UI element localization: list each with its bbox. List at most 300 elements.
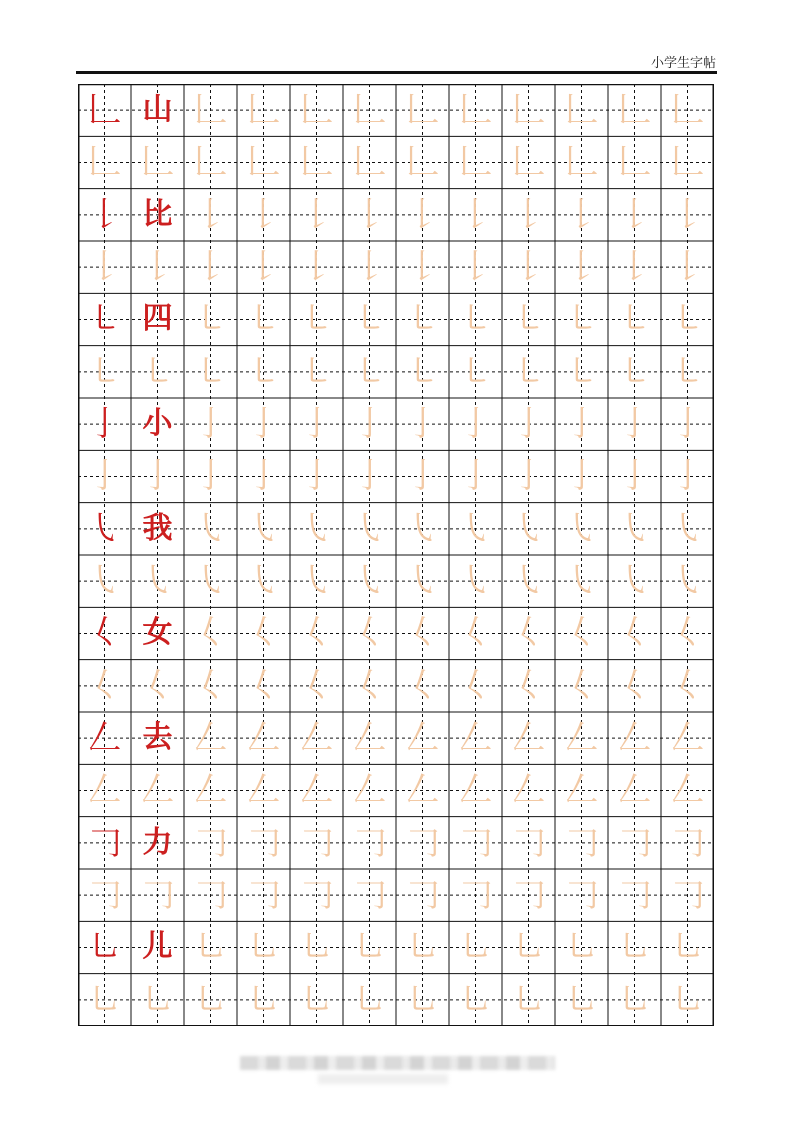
trace-stroke: 𠄌 [87,247,122,288]
trace-cell [184,764,237,816]
trace-cell [343,450,396,502]
page-header-title: 小学生字帖 [650,56,716,71]
trace-stroke: ㇟ [246,927,281,968]
trace-stroke: 𠃌 [193,822,228,863]
trace-stroke: 𠃊 [564,90,599,131]
trace-stroke: ㇂ [564,508,599,549]
trace-stroke: 亅 [670,456,705,497]
trace-stroke: 亅 [617,456,652,497]
example-character-cell [131,921,184,973]
example-character: 女 [142,615,173,651]
trace-cell [396,817,449,869]
trace-stroke: 𠄌 [564,194,599,235]
trace-stroke: 𠄌 [299,194,334,235]
trace-cell [396,555,449,607]
trace-stroke: ㇟ [617,927,652,968]
trace-cell [661,503,714,555]
trace-stroke: 𠃌 [246,875,281,916]
trace-cell [78,241,131,293]
trace-cell [237,817,290,869]
trace-stroke: 𠄌 [352,247,387,288]
trace-cell [555,974,608,1026]
trace-stroke: 𠃋 [511,718,546,759]
trace-cell [131,346,184,398]
example-character-cell [131,189,184,241]
trace-cell [343,293,396,345]
trace-cell [502,555,555,607]
trace-cell [449,503,502,555]
trace-cell [343,817,396,869]
trace-stroke: ㇄ [511,299,546,340]
trace-stroke: ㇂ [246,561,281,602]
trace-cell [343,764,396,816]
trace-stroke: ㇂ [617,561,652,602]
trace-cell [78,136,131,188]
trace-stroke: 𠃌 [87,875,122,916]
trace-stroke: 𠃋 [405,718,440,759]
trace-stroke: 𠃌 [511,822,546,863]
trace-cell [608,241,661,293]
trace-stroke: 𠃌 [352,875,387,916]
example-character: 我 [142,510,173,546]
trace-stroke: 亅 [405,404,440,445]
trace-cell [608,869,661,921]
trace-cell [290,555,343,607]
trace-cell [396,398,449,450]
trace-stroke: ㇄ [511,351,546,392]
trace-cell [608,764,661,816]
trace-cell [502,660,555,712]
trace-cell [396,241,449,293]
trace-stroke: 𠃋 [352,770,387,811]
trace-stroke: ㇟ [246,979,281,1020]
trace-cell [343,555,396,607]
trace-stroke: 𠃌 [564,822,599,863]
trace-stroke: 𠃋 [299,770,334,811]
trace-cell [608,346,661,398]
trace-stroke: 𡿨 [670,665,705,706]
trace-cell [290,84,343,136]
trace-cell [184,555,237,607]
trace-cell [131,974,184,1026]
trace-stroke: 𠃋 [511,770,546,811]
trace-stroke: 𡿨 [458,613,493,654]
trace-cell [502,607,555,659]
trace-stroke: ㇂ [670,561,705,602]
trace-stroke: 亅 [87,456,122,497]
trace-cell [608,555,661,607]
trace-cell [237,712,290,764]
trace-stroke: ㇄ [246,351,281,392]
trace-cell [608,450,661,502]
trace-stroke: 𠃌 [405,822,440,863]
trace-cell [661,189,714,241]
trace-stroke: ㇄ [193,351,228,392]
trace-stroke: ㇂ [193,561,228,602]
trace-cell [184,293,237,345]
trace-stroke: 𠃋 [193,718,228,759]
trace-stroke: ㇟ [458,979,493,1020]
trace-stroke: 𠃋 [299,718,334,759]
trace-cell [396,503,449,555]
trace-stroke: 𠃌 [617,822,652,863]
trace-cell [343,869,396,921]
trace-stroke: ㇂ [458,508,493,549]
trace-cell [555,136,608,188]
trace-stroke: ㇂ [511,561,546,602]
trace-cell [555,764,608,816]
model-stroke-cell [78,607,131,659]
trace-stroke: ㇂ [140,561,175,602]
trace-stroke: ㇟ [299,927,334,968]
trace-cell [237,764,290,816]
trace-stroke: 亅 [193,456,228,497]
trace-cell [343,607,396,659]
trace-cell [343,712,396,764]
trace-cell [502,503,555,555]
trace-cell [396,346,449,398]
trace-cell [661,712,714,764]
trace-cell [555,869,608,921]
trace-stroke: 𠃌 [193,875,228,916]
trace-stroke: ㇄ [617,299,652,340]
trace-stroke: 𠃊 [193,90,228,131]
model-stroke-cell [78,503,131,555]
example-character-cell [131,817,184,869]
trace-cell [502,764,555,816]
trace-cell [449,764,502,816]
model-stroke-cell [78,712,131,764]
trace-stroke: ㇟ [511,979,546,1020]
trace-stroke: 𠃋 [87,770,122,811]
model-stroke: ㇂ [87,508,122,549]
trace-stroke: 𠃊 [617,90,652,131]
trace-cell [290,136,343,188]
trace-stroke: 𠃊 [511,142,546,183]
trace-cell [290,817,343,869]
trace-stroke: 𡿨 [246,613,281,654]
trace-cell [396,607,449,659]
trace-cell [290,764,343,816]
trace-stroke: 𡿨 [246,665,281,706]
model-stroke-cell [78,398,131,450]
trace-stroke: 𠃊 [87,142,122,183]
trace-cell [502,241,555,293]
trace-cell [78,974,131,1026]
trace-cell [184,189,237,241]
model-stroke-cell [78,84,131,136]
trace-cell [237,398,290,450]
example-character-cell [131,712,184,764]
trace-stroke: 亅 [140,456,175,497]
trace-stroke: 𠃊 [458,90,493,131]
trace-cell [608,293,661,345]
trace-cell [555,241,608,293]
trace-cell [661,293,714,345]
trace-cell [184,817,237,869]
trace-cell [661,346,714,398]
trace-stroke: ㇟ [405,927,440,968]
trace-cell [502,84,555,136]
trace-cell [184,869,237,921]
trace-stroke: 𠄌 [617,194,652,235]
trace-cell [131,450,184,502]
trace-stroke: 𠃊 [246,90,281,131]
trace-stroke: ㇂ [352,508,387,549]
trace-stroke: 𠃋 [193,770,228,811]
trace-stroke: ㇂ [617,508,652,549]
trace-stroke: ㇄ [352,351,387,392]
model-stroke-cell [78,921,131,973]
trace-stroke: ㇟ [299,979,334,1020]
trace-cell [396,712,449,764]
trace-cell [396,921,449,973]
trace-stroke: 𡿨 [617,613,652,654]
trace-stroke: 𡿨 [617,665,652,706]
trace-stroke: 𡿨 [670,613,705,654]
trace-cell [343,136,396,188]
trace-stroke: ㇄ [299,351,334,392]
trace-cell [608,503,661,555]
trace-stroke: 𠃌 [458,822,493,863]
trace-stroke: 𡿨 [511,613,546,654]
trace-stroke: 亅 [511,456,546,497]
trace-stroke: ㇂ [511,508,546,549]
trace-cell [290,293,343,345]
trace-stroke: 𠄌 [193,194,228,235]
trace-cell [608,136,661,188]
trace-stroke: 𠃊 [299,90,334,131]
trace-stroke: 𡿨 [564,613,599,654]
trace-cell [290,974,343,1026]
trace-cell [396,660,449,712]
trace-cell [184,346,237,398]
trace-cell [131,136,184,188]
trace-cell [343,84,396,136]
trace-stroke: 𠄌 [564,247,599,288]
trace-stroke: 𠄌 [670,247,705,288]
trace-cell [343,346,396,398]
trace-cell [343,189,396,241]
trace-cell [237,136,290,188]
trace-stroke: 亅 [193,404,228,445]
trace-cell [555,346,608,398]
trace-cell [661,921,714,973]
trace-cell [290,398,343,450]
trace-cell [449,555,502,607]
trace-cell [449,974,502,1026]
model-stroke: 𠃊 [87,90,122,131]
trace-cell [396,450,449,502]
trace-cell [449,921,502,973]
model-stroke: ㇟ [87,927,122,968]
trace-cell [396,974,449,1026]
trace-cell [502,346,555,398]
trace-cell [343,660,396,712]
model-stroke-cell [78,817,131,869]
trace-stroke: 𠄌 [299,247,334,288]
trace-cell [449,398,502,450]
trace-cell [661,398,714,450]
example-character: 小 [142,406,173,442]
trace-stroke: 亅 [511,404,546,445]
trace-stroke: ㇟ [193,927,228,968]
trace-stroke: 𠃋 [352,718,387,759]
model-stroke: 亅 [87,404,122,445]
trace-cell [555,503,608,555]
trace-stroke: 𠄌 [352,194,387,235]
trace-cell [184,84,237,136]
trace-cell [184,136,237,188]
trace-cell [237,241,290,293]
trace-stroke: ㇟ [617,979,652,1020]
trace-stroke: ㇟ [670,979,705,1020]
trace-cell [343,503,396,555]
trace-stroke: ㇟ [511,927,546,968]
trace-stroke: 亅 [458,404,493,445]
trace-cell [78,869,131,921]
trace-stroke: 𠃌 [246,822,281,863]
trace-cell [661,607,714,659]
trace-stroke: 𠃊 [352,90,387,131]
trace-cell [78,764,131,816]
trace-cell [502,450,555,502]
trace-cell [608,660,661,712]
trace-cell [237,503,290,555]
trace-stroke: 亅 [246,404,281,445]
trace-cell [502,189,555,241]
trace-stroke: 𠃌 [352,822,387,863]
trace-cell [555,921,608,973]
trace-cell [555,660,608,712]
trace-cell [449,346,502,398]
trace-cell [184,660,237,712]
trace-stroke: 𠄌 [458,194,493,235]
trace-stroke: 𠃋 [564,718,599,759]
trace-cell [608,974,661,1026]
trace-stroke: 𠃊 [458,142,493,183]
trace-cell [237,974,290,1026]
trace-stroke: 𠄌 [405,194,440,235]
trace-stroke: ㇄ [352,299,387,340]
trace-stroke: ㇄ [193,299,228,340]
trace-cell [78,346,131,398]
trace-stroke: ㇟ [405,979,440,1020]
trace-cell [449,293,502,345]
trace-stroke: 𡿨 [405,613,440,654]
trace-cell [237,555,290,607]
trace-cell [237,660,290,712]
trace-stroke: 𠃋 [405,770,440,811]
trace-stroke: ㇂ [299,508,334,549]
trace-cell [449,241,502,293]
trace-stroke: ㇟ [564,979,599,1020]
trace-stroke: 𠃌 [299,822,334,863]
model-stroke-cell [78,293,131,345]
trace-stroke: 𡿨 [352,613,387,654]
trace-cell [184,241,237,293]
trace-stroke: 𠃊 [670,90,705,131]
trace-stroke: 𠃌 [617,875,652,916]
trace-stroke: 𠄌 [511,194,546,235]
trace-stroke: ㇂ [670,508,705,549]
trace-stroke: 𠃋 [670,718,705,759]
trace-stroke: ㇄ [670,351,705,392]
trace-cell [184,921,237,973]
trace-stroke: ㇟ [670,927,705,968]
trace-cell [502,136,555,188]
trace-stroke: ㇂ [564,561,599,602]
model-stroke: 𠄌 [87,194,122,235]
trace-stroke: 𠄌 [140,247,175,288]
trace-cell [131,555,184,607]
trace-stroke: 亅 [352,404,387,445]
trace-cell [555,607,608,659]
trace-stroke: 𡿨 [564,665,599,706]
trace-stroke: ㇄ [140,351,175,392]
trace-stroke: 𠃊 [670,142,705,183]
trace-cell [449,712,502,764]
trace-stroke: ㇄ [87,351,122,392]
trace-cell [396,84,449,136]
trace-cell [608,607,661,659]
trace-cell [502,398,555,450]
trace-stroke: 𠃌 [511,875,546,916]
trace-cell [555,293,608,345]
trace-cell [449,450,502,502]
trace-stroke: ㇟ [87,979,122,1020]
trace-cell [502,869,555,921]
trace-stroke: 𠄌 [193,247,228,288]
trace-cell [343,921,396,973]
trace-stroke: 𡿨 [299,613,334,654]
trace-cell [237,189,290,241]
trace-stroke: 𠃋 [617,718,652,759]
trace-stroke: 𠄌 [246,247,281,288]
trace-cell [396,293,449,345]
trace-stroke: 𠃋 [458,770,493,811]
trace-stroke: 𠄌 [511,247,546,288]
trace-cell [290,712,343,764]
example-character-cell [131,503,184,555]
trace-stroke: 𠃊 [140,142,175,183]
trace-cell [290,450,343,502]
trace-stroke: 𡿨 [299,665,334,706]
trace-cell [449,607,502,659]
trace-cell [661,450,714,502]
trace-cell [502,974,555,1026]
trace-stroke: 亅 [352,456,387,497]
trace-stroke: 𠄌 [670,194,705,235]
trace-cell [237,450,290,502]
trace-stroke: 𠃋 [617,770,652,811]
trace-stroke: 𠄌 [405,247,440,288]
trace-stroke: 𡿨 [405,665,440,706]
trace-cell [184,398,237,450]
trace-cell [184,974,237,1026]
trace-stroke: 𠃌 [458,875,493,916]
trace-stroke: 𠃋 [246,718,281,759]
model-stroke: 𡿨 [87,613,122,654]
model-stroke: ㇄ [87,299,122,340]
trace-stroke: ㇄ [405,351,440,392]
trace-stroke: ㇂ [405,508,440,549]
trace-cell [555,398,608,450]
trace-cell [555,84,608,136]
trace-stroke: 𠃌 [670,875,705,916]
trace-stroke: 亅 [617,404,652,445]
trace-cell [290,869,343,921]
